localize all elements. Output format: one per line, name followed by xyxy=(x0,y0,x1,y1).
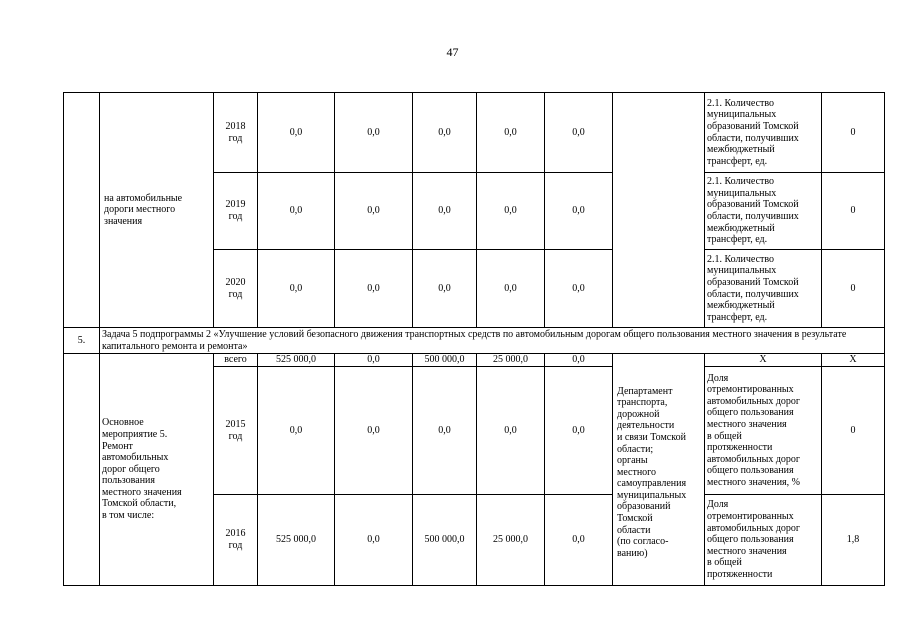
indicator-value-cell: 0 xyxy=(822,173,885,250)
executor-cell xyxy=(613,93,705,328)
page-number: 47 xyxy=(446,45,459,59)
event-name-cell: на автомобильные дороги местного значения xyxy=(100,93,214,328)
indicator-cell: Доля отремонтированных автомобильных дорог общего пользования местного значения в общей протяженности xyxy=(705,495,822,586)
value-cell: 0,0 xyxy=(545,367,613,495)
event-name-cell: Основное мероприятие 5. Ремонт автомобильных дорог общего пользования местного значения Томской области, в том числе: xyxy=(100,354,214,586)
value-cell: 0,0 xyxy=(335,250,413,328)
value-cell: 25 000,0 xyxy=(477,495,545,586)
value-cell: 500 000,0 xyxy=(413,354,477,367)
value-cell: 0,0 xyxy=(545,354,613,367)
value-cell: 0,0 xyxy=(413,173,477,250)
row-number-cell xyxy=(64,354,100,586)
year-cell: 2020 год xyxy=(214,250,258,328)
indicator-value-cell: 0 xyxy=(822,367,885,495)
value-cell: 0,0 xyxy=(335,354,413,367)
value-cell: 525 000,0 xyxy=(258,495,335,586)
table-row-total xyxy=(64,354,885,367)
total-label-cell: всего xyxy=(214,354,258,367)
program-table xyxy=(63,92,885,586)
value-cell: 0,0 xyxy=(413,250,477,328)
value-cell: 0,0 xyxy=(477,93,545,173)
value-cell: 0,0 xyxy=(258,367,335,495)
value-cell: 525 000,0 xyxy=(258,354,335,367)
value-cell: 0,0 xyxy=(335,495,413,586)
value-cell: 500 000,0 xyxy=(413,495,477,586)
task-text-cell: Задача 5 подпрограммы 2 «Улучшение условий безопасного движения транспортных средств по автомобильным дорогам общего пользования местного значения в результате капитального ремонта и ремонта» xyxy=(100,328,885,354)
year-cell: 2019 год xyxy=(214,173,258,250)
executor-cell: Департамент транспорта, дорожной деятельности и связи Томской области; органы местного самоуправления муниципальных образований Томской области (по согласо- ванию) xyxy=(613,354,705,586)
indicator-value-cell: 0 xyxy=(822,93,885,173)
value-cell: 0,0 xyxy=(545,250,613,328)
value-cell: 25 000,0 xyxy=(477,354,545,367)
value-cell: 0,0 xyxy=(477,367,545,495)
indicator-cell: 2.1. Количество муниципальных образований Томской области, получивших межбюджетный трансферт, ед. xyxy=(705,93,822,173)
value-cell: 0,0 xyxy=(413,367,477,495)
value-cell: 0,0 xyxy=(545,173,613,250)
table-row xyxy=(64,93,885,173)
value-cell: 0,0 xyxy=(477,250,545,328)
indicator-value-cell: 1,8 xyxy=(822,495,885,586)
value-cell: 0,0 xyxy=(258,93,335,173)
indicator-value-cell: 0 xyxy=(822,250,885,328)
year-cell: 2015 год xyxy=(214,367,258,495)
value-cell: 0,0 xyxy=(335,173,413,250)
task-number-cell: 5. xyxy=(64,328,100,354)
indicator-cell: Доля отремонтированных автомобильных дорог общего пользования местного значения в общей протяженности автомобильных дорог общего пользования местного значения, % xyxy=(705,367,822,495)
value-cell: 0,0 xyxy=(477,173,545,250)
value-cell: 0,0 xyxy=(258,173,335,250)
indicator-cell: Х xyxy=(705,354,822,367)
value-cell: 0,0 xyxy=(545,495,613,586)
value-cell: 0,0 xyxy=(545,93,613,173)
indicator-cell: 2.1. Количество муниципальных образований Томской области, получивших межбюджетный трансферт, ед. xyxy=(705,173,822,250)
value-cell: 0,0 xyxy=(413,93,477,173)
row-number-cell xyxy=(64,93,100,328)
value-cell: 0,0 xyxy=(335,367,413,495)
indicator-cell: 2.1. Количество муниципальных образований Томской области, получивших межбюджетный трансферт, ед. xyxy=(705,250,822,328)
year-cell: 2016 год xyxy=(214,495,258,586)
value-cell: 0,0 xyxy=(258,250,335,328)
task-row xyxy=(64,328,885,354)
year-cell: 2018 год xyxy=(214,93,258,173)
value-cell: 0,0 xyxy=(335,93,413,173)
indicator-value-cell: Х xyxy=(822,354,885,367)
